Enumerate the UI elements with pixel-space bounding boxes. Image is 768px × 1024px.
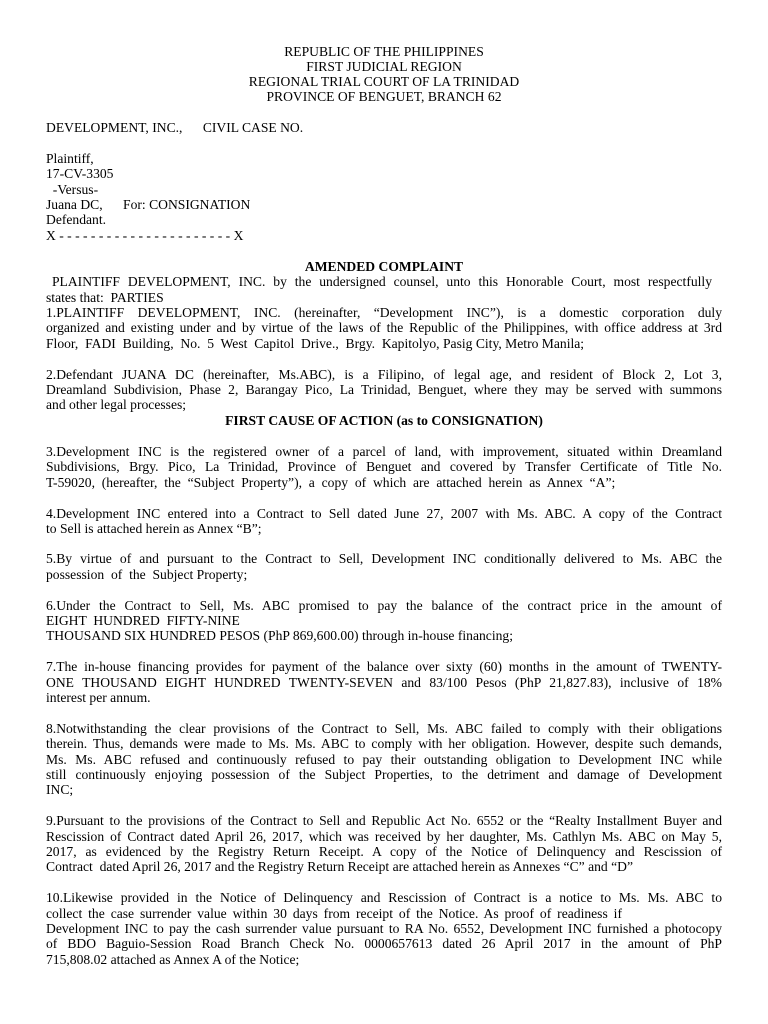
para1-line-2: organized and existing under and by virtue of the laws of the Republic of the Philippines, with office address at 3rd	[46, 320, 722, 335]
para8-line-4: still continuously enjoying possession of the Subject Properties, to the detriment and damage of Development	[46, 767, 722, 782]
intro-line-1: PLAINTIFF DEVELOPMENT, INC. by the undersigned counsel, unto this Honorable Court, most respectfully	[52, 274, 712, 289]
para5-line-1: 5.By virtue of and pursuant to the Contract to Sell, Development INC conditionally delivered to Ms. ABC the	[46, 551, 722, 566]
para5-line-2: possession of the Subject Property;	[46, 567, 248, 582]
caption-separator: X - - - - - - - - - - - - - - - - - - - - - - X	[46, 228, 244, 243]
para10-line-2: collect the case surrender value within 30 days from receipt of the Notice. As proof of readiness if	[46, 906, 622, 921]
para9-line-4: Contract dated April 26, 2017 and the Registry Return Receipt are attached herein as Annexes “C” and “D”	[46, 859, 633, 874]
para8-line-3: Ms. Ms. ABC refused and continuously refused to pay their outstanding obligation to Development INC while	[46, 752, 722, 767]
para3-line-3: T-59020, (hereafter, the “Subject Property”), a copy of which are attached herein as Annex “A”;	[46, 475, 616, 490]
para10-line-4: of BDO Baguio-Session Road Branch Check No. 0000657613 dated 26 April 2017 in the amount of PhP	[46, 936, 722, 951]
intro-line-2: states that: PARTIES	[46, 290, 164, 305]
caption-plaintiff-label: Plaintiff,	[46, 151, 94, 166]
para10-line-1: 10.Likewise provided in the Notice of Delinquency and Rescission of Contract is a notice to Ms. Ms. ABC to	[46, 890, 722, 905]
header-province: PROVINCE OF BENGUET, BRANCH 62	[266, 89, 502, 104]
para4-line-2: to Sell is attached herein as Annex “B”;	[46, 521, 262, 536]
para8-line-1: 8.Notwithstanding the clear provisions of the Contract to Sell, Ms. ABC failed to comply with their obligations	[46, 721, 722, 736]
caption-plaintiff-line: DEVELOPMENT, INC., CIVIL CASE NO.	[46, 120, 304, 135]
caption-versus: -Versus-	[46, 182, 99, 197]
header-republic: REPUBLIC OF THE PHILIPPINES	[284, 44, 484, 59]
para6-line-2: EIGHT HUNDRED FIFTY-NINE	[46, 613, 240, 628]
caption-case-number: 17-CV-3305	[46, 166, 114, 181]
para1-line-3: Floor, FADI Building, No. 5 West Capitol Drive., Brgy. Kapitolyo, Pasig City, Metro Manila;	[46, 336, 585, 351]
para3-line-2: Subdivisions, Brgy. Pico, La Trinidad, Province of Benguet and covered by Transfer Certificate of Title No.	[46, 459, 722, 474]
para2-line-1: 2.Defendant JUANA DC (hereinafter, Ms.ABC), is a Filipino, of legal age, and resident of Block 2, Lot 3,	[46, 367, 722, 382]
para9-line-3: 2017, as evidenced by the Registry Return Receipt. A copy of the Notice of Delinquency and Rescission of	[46, 844, 722, 859]
para4-line-1: 4.Development INC entered into a Contract to Sell dated June 27, 2007 with Ms. ABC. A copy of the Contract	[46, 506, 722, 521]
para7-line-2: ONE THOUSAND EIGHT HUNDRED TWENTY-SEVEN and 83/100 Pesos (PhP 21,827.83), inclusive of 18%	[46, 675, 722, 690]
caption-defendant-line: Juana DC, For: CONSIGNATION	[46, 197, 251, 212]
para7-line-1: 7.The in-house financing provides for payment of the balance over sixty (60) months in the amount of TWENTY-	[46, 659, 722, 674]
para2-line-2: Dreamland Subdivision, Phase 2, Barangay Pico, La Trinidad, Benguet, where they may be served with summons	[46, 382, 722, 397]
para9-line-1: 9.Pursuant to the provisions of the Contract to Sell and Republic Act No. 6552 or the “Realty Installment Buyer and	[46, 813, 722, 828]
section-heading: FIRST CAUSE OF ACTION (as to CONSIGNATION)	[225, 413, 543, 428]
para7-line-3: interest per annum.	[46, 690, 151, 705]
para6-line-3: THOUSAND SIX HUNDRED PESOS (PhP 869,600.00) through in-house financing;	[46, 628, 513, 643]
header-region: FIRST JUDICIAL REGION	[306, 59, 462, 74]
para8-line-2: therein. Thus, demands were made to Ms. Ms. ABC to comply with her obligation. However, despite such demands,	[46, 736, 722, 751]
para10-line-3: Development INC to pay the cash surrender value pursuant to RA No. 6552, Development INC furnished a photocopy	[46, 921, 722, 936]
para3-line-1: 3.Development INC is the registered owner of a parcel of land, with improvement, situated within Dreamland	[46, 444, 722, 459]
header-court: REGIONAL TRIAL COURT OF LA TRINIDAD	[248, 74, 520, 89]
para1-line-1: 1.PLAINTIFF DEVELOPMENT, INC. (hereinafter, “Development INC”), is a domestic corporation duly	[46, 305, 722, 320]
para6-line-1: 6.Under the Contract to Sell, Ms. ABC promised to pay the balance of the contract price in the amount of	[46, 598, 722, 613]
para8-line-5: INC;	[46, 782, 74, 797]
para2-line-3: and other legal processes;	[46, 397, 187, 412]
para9-line-2: Rescission of Contract dated April 26, 2017, which was received by her daughter, Ms. Cathlyn Ms. ABC on May 5,	[46, 829, 722, 844]
document-title: AMENDED COMPLAINT	[304, 259, 464, 274]
para10-line-5: 715,808.02 attached as Annex A of the Notice;	[46, 952, 300, 967]
caption-defendant-label: Defendant.	[46, 212, 107, 227]
